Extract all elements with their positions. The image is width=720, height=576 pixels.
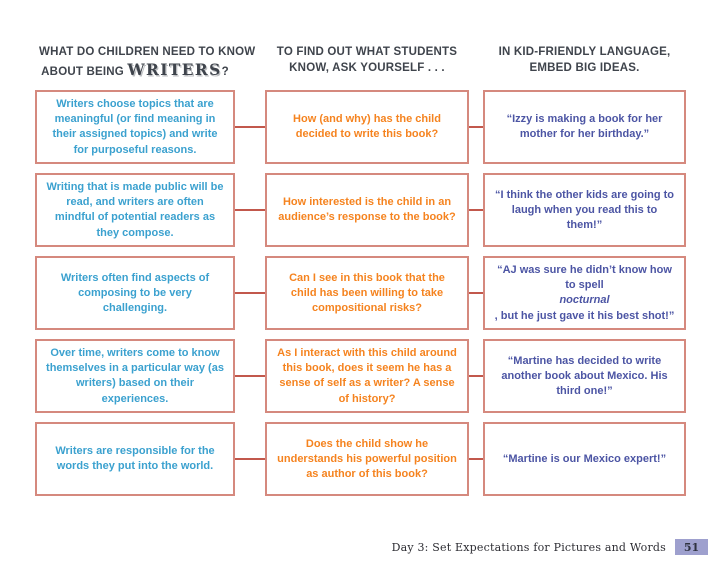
knowledge-text: Over time, writers come to know themselves in a particular way (as writers) based on their experiences.	[46, 347, 224, 405]
language-text-part: , but he just gave it his best shot!”	[494, 309, 675, 322]
header1-line2-prefix: ABOUT BEING	[41, 63, 128, 78]
question-box-row2	[265, 173, 469, 247]
column-header-questions	[269, 44, 465, 80]
column-header-knowledge	[39, 44, 256, 80]
header2-line2: KNOW, ASK YOURSELF . . .	[289, 59, 445, 74]
question-text: Can I see in this book that the child has been willing to take compositional risks?	[289, 271, 445, 314]
header1-line1: WHAT DO CHILDREN NEED TO KNOW	[39, 44, 256, 58]
connector-line	[469, 292, 483, 294]
knowledge-box-row1	[35, 90, 235, 164]
knowledge-box-row2	[35, 173, 235, 247]
language-text: “Martine has decided to write another book about Mexico. His third one!”	[501, 354, 668, 397]
knowledge-box-row4	[35, 339, 235, 413]
header1-suffix: ?	[221, 63, 229, 78]
knowledge-text: Writers are responsible for the words they put into the world.	[55, 445, 215, 473]
question-text: How (and why) has the child decided to write this book?	[293, 113, 441, 141]
question-box-row4	[265, 339, 469, 413]
header2-line1: TO FIND OUT WHAT STUDENTS	[276, 44, 458, 58]
question-text: Does the child show he understands his powerful position as author of this book?	[277, 437, 457, 480]
connector-line	[235, 126, 265, 128]
language-text: “Martine is our Mexico expert!”	[502, 452, 667, 465]
connector-line	[469, 458, 483, 460]
language-box-row5	[483, 422, 686, 496]
language-text: “I think the other kids are going to laugh when you read this to them!”	[494, 188, 675, 231]
column-header-language	[487, 44, 682, 80]
question-box-row3	[265, 256, 469, 330]
knowledge-text: Writers often find aspects of composing to be very challenging.	[60, 271, 210, 314]
language-box-row4	[483, 339, 686, 413]
header3-line2: EMBED BIG IDEAS.	[529, 59, 640, 74]
page-footer	[392, 539, 708, 555]
connector-line	[469, 209, 483, 211]
connector-line	[469, 126, 483, 128]
language-text	[494, 263, 676, 324]
language-text-part: “AJ was sure he didn’t know how to spell	[497, 264, 672, 292]
header3-line1: IN KID-FRIENDLY LANGUAGE,	[498, 44, 671, 58]
knowledge-text: Writing that is made public will be read, and writers are often mindful of potential readers as they compose.	[46, 181, 224, 239]
language-text-italic: nocturnal	[559, 294, 610, 307]
language-box-row2	[483, 173, 686, 247]
connector-line	[235, 292, 265, 294]
connector-line	[235, 458, 265, 460]
question-text: As I interact with this child around this book, does it seem he has a sense of self as a writer? A sense of history?	[277, 347, 457, 405]
language-box-row3	[483, 256, 686, 330]
knowledge-box-row3	[35, 256, 235, 330]
column-headers	[35, 44, 686, 80]
question-box-row1	[265, 90, 469, 164]
footer-label: Day 3: Set Expectations for Pictures and Words	[391, 540, 666, 554]
knowledge-text: Writers choose topics that are meaningful (or find meaning in their assigned topics) and write for purposeful reasons.	[52, 98, 218, 156]
page-content	[35, 44, 686, 496]
connector-line	[235, 375, 265, 377]
comparison-grid	[35, 90, 686, 496]
language-box-row1	[483, 90, 686, 164]
page-number-badge: 51	[675, 539, 708, 555]
question-box-row5	[265, 422, 469, 496]
question-text: How interested is the child in an audience’s response to the book?	[278, 196, 456, 224]
knowledge-box-row5	[35, 422, 235, 496]
connector-line	[235, 209, 265, 211]
connector-line	[469, 375, 483, 377]
language-text: “Izzy is making a book for her mother for her birthday.”	[506, 113, 663, 141]
writers-emphasis: WRITERS	[127, 59, 222, 79]
